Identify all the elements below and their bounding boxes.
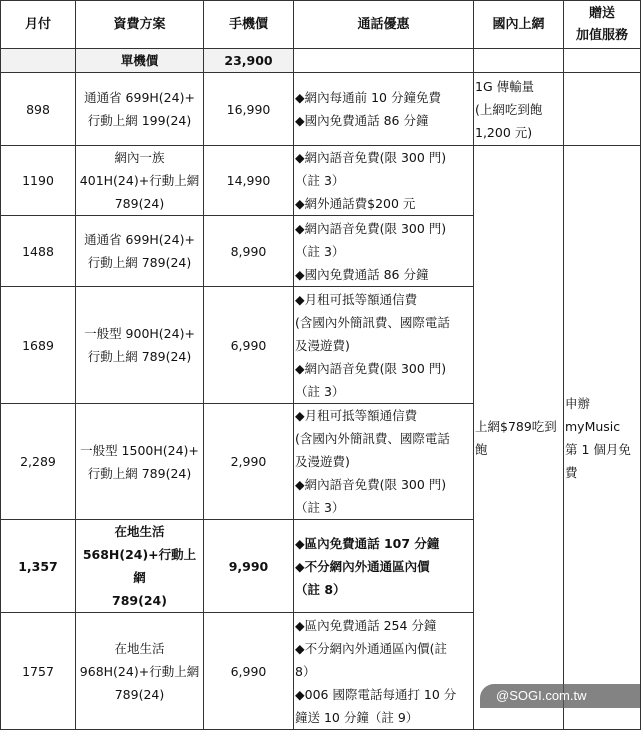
cell-empty <box>564 49 641 73</box>
call-offer-line: ◆月租可抵等額通信費 <box>295 408 418 423</box>
call-offer-line: ◆網內語音免費(限 300 門) <box>295 477 447 492</box>
gift-line: myMusic <box>565 418 621 434</box>
call-offer-line: （註 3） <box>295 243 345 259</box>
monthly-fee: 1190 <box>1 146 76 216</box>
call-offer-line: 8） <box>295 663 316 679</box>
plan-line: 通通省 699H(24)+ <box>84 90 195 105</box>
plan-line: 行動上網 789(24) <box>87 465 192 481</box>
plan-line: 行動上網 789(24) <box>87 255 192 270</box>
call-offers <box>294 216 474 287</box>
data-line: 1G 傳輸量 <box>475 78 535 94</box>
plan-line: 一般型 900H(24)+ <box>84 326 195 341</box>
data-line: (上網吃到飽 <box>475 101 543 117</box>
monthly-fee: 1,357 <box>1 520 76 613</box>
header-gift-line: 贈送 <box>588 5 615 21</box>
plan-line: 在地生活 <box>114 524 165 539</box>
plan-name <box>76 146 204 216</box>
watermark: @SOGI.com.tw <box>480 684 640 708</box>
plan-name <box>76 216 204 287</box>
call-offer-line: (含國內外簡訊費、國際電話 <box>295 314 450 330</box>
header-plan: 資費方案 <box>76 1 204 49</box>
bare-price: 23,900 <box>204 49 294 73</box>
bare-label: 單機價 <box>76 49 204 73</box>
plan-line: 401H(24)+行動上網 <box>79 173 200 188</box>
data-line: 1,200 元) <box>475 124 533 140</box>
header-data: 國內上網 <box>474 1 564 49</box>
plan-line: 網內一族 <box>114 150 165 165</box>
data-offer <box>474 73 564 146</box>
call-offer-line: ◆網內語音免費(限 300 門) <box>295 220 447 236</box>
plan-name <box>76 613 204 730</box>
call-offer-line: 及漫遊費) <box>295 337 350 353</box>
gift-line: 申辦 <box>565 395 591 411</box>
call-offers <box>294 73 474 146</box>
call-offers <box>294 146 474 216</box>
header-call-offers: 通話優惠 <box>294 1 474 49</box>
call-offer-line: ◆不分網內外通通區內價 <box>295 558 430 574</box>
phone-price: 9,990 <box>204 520 294 613</box>
phone-price: 2,990 <box>204 404 294 520</box>
call-offers <box>294 287 474 404</box>
monthly-fee: 2,289 <box>1 404 76 520</box>
monthly-fee: 1488 <box>1 216 76 287</box>
monthly-fee: 898 <box>1 73 76 146</box>
data-offer-merged <box>474 146 564 730</box>
call-offers <box>294 613 474 730</box>
data-line: 飽 <box>475 441 488 457</box>
plan-name <box>76 520 204 613</box>
plan-line: 568H(24)+行動上網 <box>82 547 197 585</box>
cell-empty <box>474 49 564 73</box>
table-row <box>1 73 641 146</box>
gift-merged <box>564 146 641 730</box>
plan-line: 789(24) <box>114 686 165 702</box>
call-offer-line: 及漫遊費) <box>295 454 350 469</box>
plan-name <box>76 73 204 146</box>
plan-name <box>76 287 204 404</box>
plan-line: 一般型 1500H(24)+ <box>80 442 199 458</box>
plan-line: 行動上網 789(24) <box>87 349 192 364</box>
call-offers <box>294 404 474 520</box>
phone-price: 8,990 <box>204 216 294 287</box>
plan-line: 789(24) <box>112 593 167 608</box>
header-row <box>1 1 641 49</box>
plan-line: 968H(24)+行動上網 <box>79 663 200 679</box>
call-offer-line: ◆網內語音免費(限 300 門) <box>295 150 447 165</box>
call-offer-line: ◆網內每通前 10 分鐘免費 <box>295 90 441 105</box>
call-offer-line: ◆區內免費通話 107 分鐘 <box>295 535 440 551</box>
table-row <box>1 146 641 216</box>
plan-name <box>76 404 204 520</box>
plan-line: 通通省 699H(24)+ <box>84 232 195 247</box>
call-offer-line: （註 3） <box>295 173 345 188</box>
call-offer-line: ◆區內免費通話 254 分鐘 <box>295 617 437 633</box>
phone-price: 6,990 <box>204 287 294 404</box>
phone-price: 6,990 <box>204 613 294 730</box>
call-offer-line: ◆網內語音免費(限 300 門) <box>295 360 447 376</box>
phone-price: 16,990 <box>204 73 294 146</box>
call-offer-line: （註 3） <box>295 500 345 515</box>
bare-price-row <box>1 49 641 73</box>
gift-line: 費 <box>565 464 578 480</box>
call-offer-line: ◆006 國際電話每通打 10 分 <box>295 686 457 702</box>
call-offer-line: （註 3） <box>295 383 345 399</box>
call-offer-line: （註 8） <box>295 581 346 597</box>
call-offer-line: ◆不分網內外通通區內價(註 <box>295 640 447 656</box>
plan-line: 789(24) <box>114 196 165 211</box>
call-offer-line: ◆國內免費通話 86 分鐘 <box>295 113 429 128</box>
plan-line: 在地生活 <box>114 640 165 656</box>
monthly-fee: 1757 <box>1 613 76 730</box>
cell-empty <box>564 73 641 146</box>
header-gift-line: 加值服務 <box>575 27 628 43</box>
header-gift <box>564 1 641 49</box>
call-offer-line: (含國內外簡訊費、國際電話 <box>295 431 450 446</box>
call-offer-line: ◆國內免費通話 86 分鐘 <box>295 266 429 282</box>
cell-empty <box>1 49 76 73</box>
monthly-fee: 1689 <box>1 287 76 404</box>
header-phone-price: 手機價 <box>204 1 294 49</box>
call-offer-line: ◆網外通話費$200 元 <box>295 196 416 211</box>
call-offer-line: 鐘送 10 分鐘（註 9） <box>295 709 419 725</box>
phone-price: 14,990 <box>204 146 294 216</box>
call-offer-line: ◆月租可抵等額通信費 <box>295 291 418 307</box>
call-offers <box>294 520 474 613</box>
cell-empty <box>294 49 474 73</box>
gift-line: 第 1 個月免 <box>565 441 631 457</box>
header-monthly: 月付 <box>1 1 76 49</box>
data-line: 上網$789吃到 <box>475 418 557 434</box>
plan-line: 行動上網 199(24) <box>87 113 192 128</box>
